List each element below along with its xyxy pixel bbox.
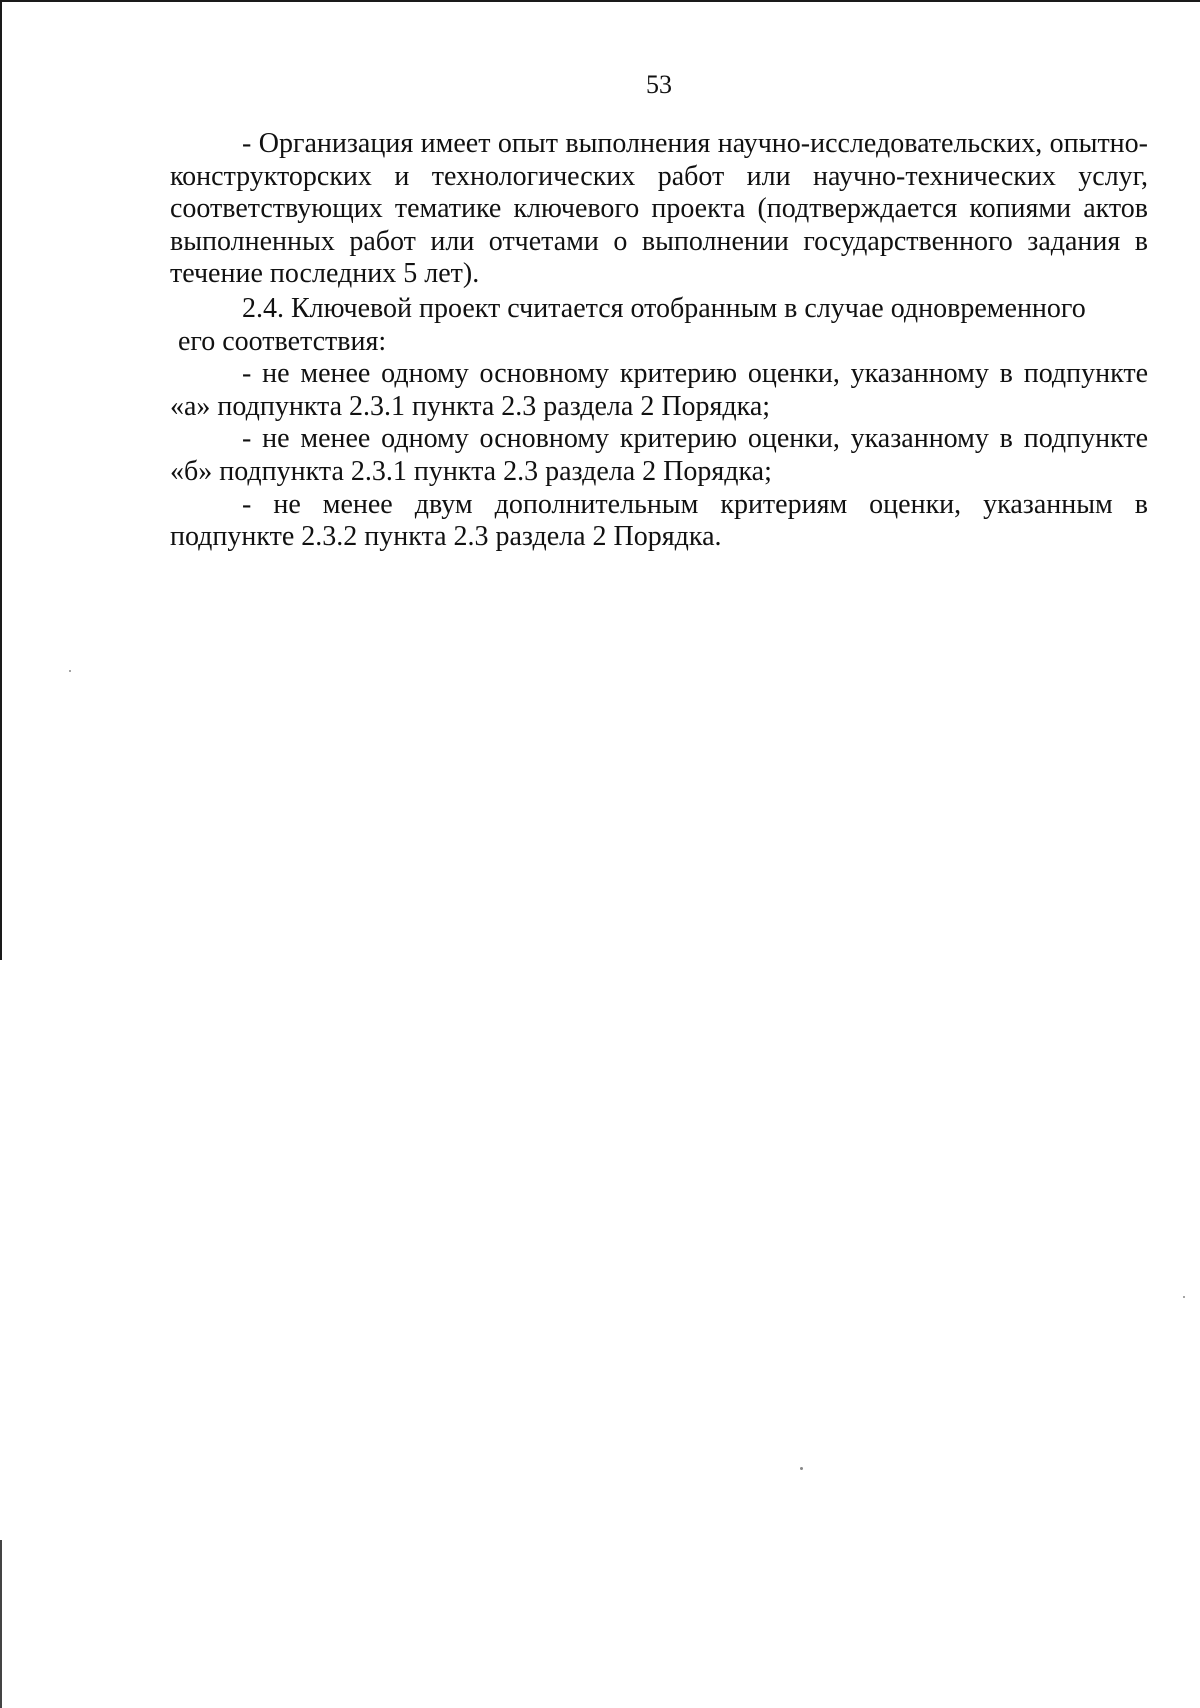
document-body	[170, 128, 1148, 554]
page-number: 53	[646, 70, 672, 99]
paragraph-criterion-additional: - не менее двум дополнительным критериям оценки, указанным в подпункте 2.3.2 пункта 2.3 раздела 2 Порядка.	[170, 488, 1148, 553]
scan-border-left	[0, 0, 2, 960]
scan-speck	[800, 1467, 803, 1470]
section-2-4-first-line: 2.4. Ключевой проект считается отобранным в случае одновременного	[242, 292, 1086, 324]
paragraph-criterion-b: - не менее одному основному критерию оценки, указанному в подпункте «б» подпункта 2.3.1 пункта 2.3 раздела 2 Порядка;	[170, 423, 1148, 487]
scan-border-top	[0, 0, 1200, 2]
scan-speck	[1183, 1296, 1185, 1298]
paragraph-section-2-4	[170, 293, 1148, 358]
scan-border-left-lower	[0, 1540, 2, 1708]
section-2-4-continuation: его соответствия:	[178, 325, 387, 357]
scan-speck	[69, 670, 71, 672]
paragraph-experience: - Организация имеет опыт выполнения научно-исследовательских, опытно-конструкторских и технологических работ или научно-технических услуг, соответствующих тематике ключевого проекта (подтверждается копиями актов выполненных работ или отчетами о выполнении государственного задания в течение последних 5 лет).	[170, 128, 1148, 290]
paragraph-criterion-a: - не менее одному основному критерию оценки, указанному в подпункте «а» подпункта 2.3.1 пункта 2.3 раздела 2 Порядка;	[170, 358, 1148, 422]
